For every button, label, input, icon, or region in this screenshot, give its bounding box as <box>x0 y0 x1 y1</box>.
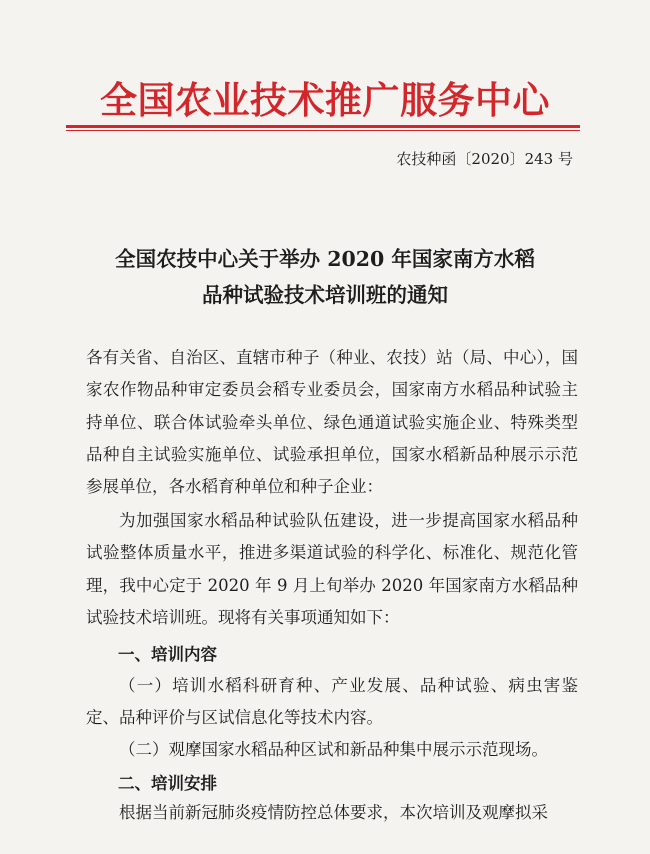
section-heading-training-arrangement: 二、培训安排 <box>118 774 217 793</box>
letterhead-rule-thick <box>66 125 580 128</box>
letterhead-rule-thin <box>66 130 580 131</box>
training-arrangement-paragraph: 根据当前新冠肺炎疫情防控总体要求，本次培训及观摩拟采 <box>119 803 548 822</box>
document-title-line-1: 全国农技中心关于举办 2020 年国家南方水稻 <box>115 247 535 271</box>
document-title-line-2: 品种试验技术培训班的通知 <box>202 283 448 307</box>
intro-paragraph: 为加强国家水稻品种试验队伍建设，进一步提高国家水稻品种试验整体质量水平，推进多渠道试验的科学化、标准化、规范化管理，我中心定于 2020 年 9 月上旬举办 2020 年国家南方水稻品种试验技术培训班。现将有关事项通知如下： <box>86 511 578 627</box>
section-heading-training-content: 一、培训内容 <box>118 645 217 664</box>
training-content-item-1: （一）培训水稻科研育种、产业发展、品种试验、病虫害鉴定、品种评价与区试信息化等技术内容。 <box>86 676 578 728</box>
org-letterhead: 全国农业技术推广服务中心 <box>100 79 550 122</box>
document-number: 农技种函〔2020〕243 号 <box>396 150 573 168</box>
training-content-item-2: （二）观摩国家水稻品种区试和新品种集中展示示范现场。 <box>119 740 548 759</box>
salutation-paragraph: 各有关省、自治区、直辖市种子（种业、农技）站（局、中心），国家农作物品种审定委员会稻专业委员会，国家南方水稻品种试验主持单位、联合体试验牵头单位、绿色通道试验实施企业、特殊类型品种自主试验实施单位、试验承担单位，国家水稻新品种展示示范参展单位，各水稻育种单位和种子企业： <box>86 348 578 497</box>
